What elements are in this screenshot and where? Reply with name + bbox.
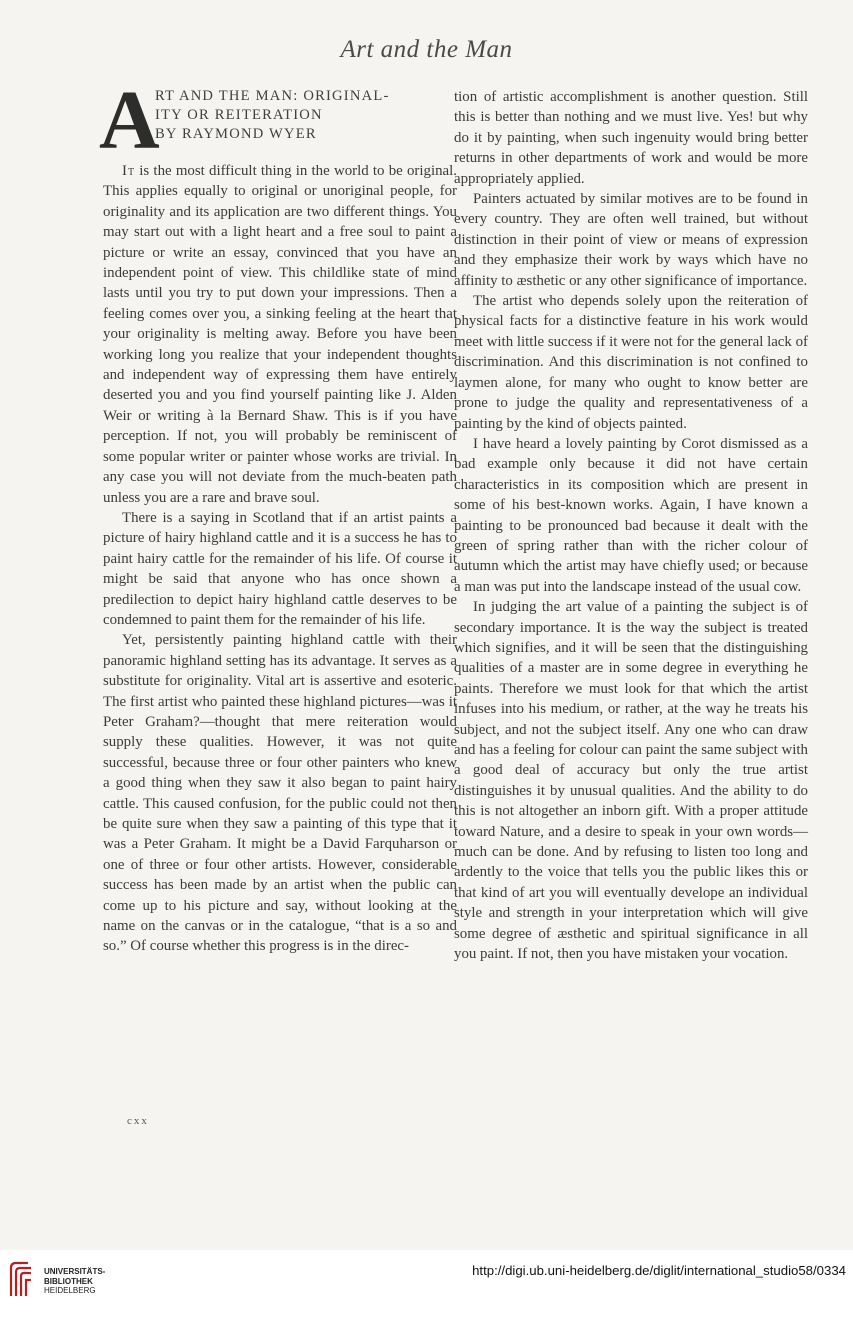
article-title (155, 87, 390, 144)
paragraph-text: is the most difficult thing in the world to be original. This applies equally to original or unoriginal people, for originality and its application are two different things. You may start out with a light heart and a free soul to paint a picture or write an essay, convinced that you have an independent point of view. This childlike state of mind lasts until you try to put down your impressions. Then a feeling comes over you, a sinking feeling at the heart that your originality is melting away. Before you have been working long you realize that your independent thoughts and independent way of expressing them have entirely deserted you and you find yourself painting like J. Alden Weir or writing à la Bernard Shaw. This is if you have perception. If not, you will probably be reminiscent of some popular writer or painter whose works are trivial. In any case you will not deviate from the much-beaten path unless you are a rare and brave soul. (103, 163, 457, 506)
title-line: ITY OR REITERATION (155, 107, 323, 123)
paragraph-lead: It (122, 163, 136, 179)
paragraph: tion of artistic accomplishment is another question. Still this is better than nothing and we must live. Yes! but why do it by painting, when such ingenuity would bring better returns in other departments of work and would be more appropriately applied. (454, 89, 808, 187)
university-library-logo-icon (8, 1260, 34, 1300)
drop-cap: A (99, 74, 160, 167)
article-title-block (99, 74, 457, 167)
paragraph (103, 161, 457, 508)
title-line: RT AND THE MAN: ORIGINAL- (155, 88, 390, 104)
paragraph: I have heard a lovely painting by Corot dismissed as a bad example only because it did not have certain characteristics in its composition which are present in some of his best-known works. Again, I have known a painting to be pronounced bad because it dealt with the green of spring rather than with the richer colour of autumn which the artist may have chiefly used; or because a man was put into the landscape instead of the usual cow. (454, 435, 808, 595)
right-column (454, 87, 808, 964)
paragraph: In judging the art value of a painting the subject is of secondary importance. It is the way the subject is treated which signifies, and it will be seen that the distinguishing qualities of a master are in some degree in everything he paints. Therefore we must look for that which the artist infuses into his medium, or rather, at the way he treats his subject, and not the subject itself. Any one who can draw and has a feeling for colour can paint the same subject with a good deal of accuracy but only the true artist distinguishes it by unusual qualities. And the ability to do this is not altogether an inborn gift. With a proper attitude toward Nature, and a desire to speak in your own words—much can be done. And by refusing to listen too long and ardently to the voice that tells you the public likes this or that kind of art you will eventually develope an individual style and strength in your interpretation which will give some degree of æsthetic and spiritual significance in all you paint. If not, then you have mistaken your vocation. (454, 599, 808, 963)
paragraph: Painters actuated by similar motives are to be found in every country. They are often well trained, but without distinction in their point of view or means of expression and they emphasize their work by ways which have no affinity to æsthetic or any other significance of importance. (454, 191, 808, 289)
institution-name: UNIVERSITÄTS- BIBLIOTHEK HEIDELBERG (44, 1267, 106, 1295)
byline: BY RAYMOND WYER (155, 126, 317, 142)
paragraph: There is a saying in Scotland that if an artist paints a picture of hairy highland cattle and it is a success he has to paint hairy cattle for the remainder of his life. Of course it might be said that anyone who has once shown a predilection to depict hairy highland cattle deserves to be condemned to paint them for the remainder of his life. (103, 509, 457, 628)
left-column (99, 74, 457, 957)
source-url-link[interactable]: http://digi.ub.uni-heidelberg.de/diglit/international_studio58/0334 (472, 1263, 846, 1278)
paragraph: The artist who depends solely upon the reiteration of physical facts for a distinctive feature in his work would meet with little success if it were not for the general lack of discrimination. And this discrimination is not confined to laymen alone, for many who ought to know better are prone to judge the quality and representativeness of a painting by the kind of objects painted. (454, 293, 808, 432)
running-title: Art and the Man (340, 36, 513, 63)
paragraph: Yet, persistently painting highland cattle with their panoramic highland setting has its advantage. It serves as a substitute for originality. Vital art is assertive and esoteric. The first artist who painted these highland pictures—was it Peter Graham?—thought that mere reiteration would supply these qualities. However, it was not quite successful, because three or four other painters who knew a good thing when they saw it also began to paint hairy cattle. This caused confusion, for the public could not then be quite sure when they saw a painting of this type that it was a Peter Graham. It might be a David Farquharson or one of three or four other artists. However, considerable success has been made by an artist when the public can come up to his picture and say, without looking at the name on the canvas or in the catalogue, “that is a so and so.” Of course whether this progress is in the direc- (103, 632, 457, 955)
page-number: cxx (127, 1115, 149, 1127)
digitization-footer (0, 1250, 853, 1317)
